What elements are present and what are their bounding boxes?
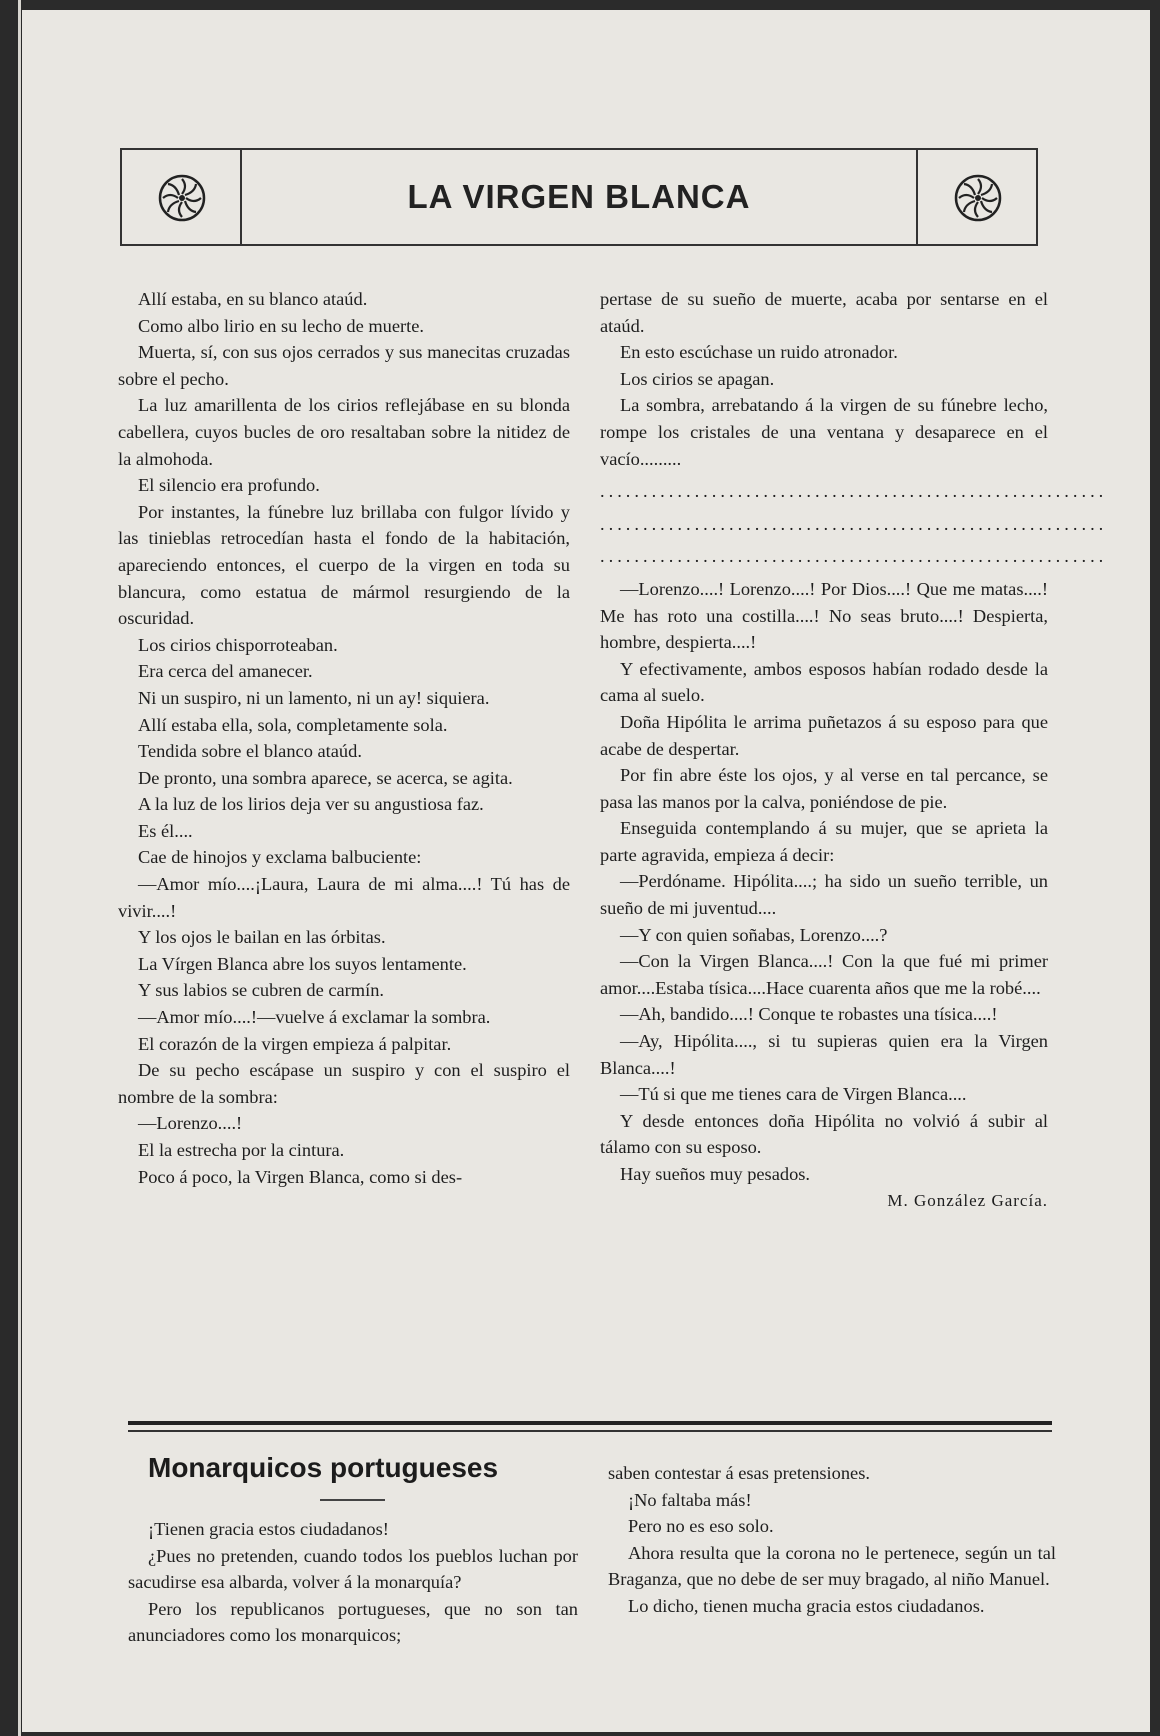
- paragraph: Cae de hinojos y exclama balbuciente:: [138, 847, 422, 868]
- paragraph: —Ay, Hipólita...., si tu supieras quien era la Virgen Blanca....!: [600, 1031, 1048, 1078]
- paragraph: De su pecho escápase un suspiro y con el suspiro el nombre de la sombra:: [118, 1060, 570, 1107]
- paragraph: Muerta, sí, con sus ojos cerrados y sus manecitas cruzadas sobre el pecho.: [118, 342, 570, 389]
- paragraph: ¡Tienen gracia estos ciudadanos!: [148, 1519, 389, 1539]
- article-header-box: [120, 148, 1038, 246]
- section-divider-thick: [128, 1421, 1052, 1425]
- paragraph: ¡No faltaba más!: [628, 1489, 752, 1510]
- paragraph: Los cirios chisporroteaban.: [138, 634, 338, 655]
- paragraph: Era cerca del amanecer.: [138, 661, 313, 682]
- paragraph: —Perdóname. Hipólita....; ha sido un sueño terrible, un sueño de mi juventud....: [600, 871, 1048, 919]
- paragraph: Y efectivamente, ambos esposos habían rodado desde la cama al suelo.: [600, 658, 1048, 706]
- section-column-right: [608, 1460, 1056, 1620]
- header-ornament-right: [916, 150, 1036, 244]
- paragraph: —Lorenzo....!: [138, 1113, 243, 1134]
- paragraph: —Amor mío....¡Laura, Laura de mi alma....! Tú has de vivir....!: [118, 874, 570, 921]
- paragraph: Ahora resulta que la corona no le pertenece, según un tal Braganza, que no debe de ser muy bragado, al niño Manuel.: [608, 1542, 1056, 1590]
- section-divider-thin: [128, 1430, 1052, 1432]
- dotted-separator: ...........................................................: [600, 481, 1108, 502]
- dotted-separator: ...........................................................: [600, 513, 1108, 534]
- paragraph: pertase de su sueño de muerte, acaba por sentarse en el ataúd.: [600, 289, 1048, 336]
- rosette-ornament-icon: [954, 174, 1002, 222]
- paragraph: Tendida sobre el blanco ataúd.: [138, 741, 362, 762]
- paragraph: Y los ojos le bailan en las órbitas.: [138, 927, 386, 948]
- paragraph: Como albo lirio en su lecho de muerte.: [138, 315, 425, 336]
- paragraph: —Lorenzo....! Lorenzo....! Por Dios....! Que me matas....! Me has roto una costilla....! No seas bruto....! Despierta, hombre, despierta....!: [600, 578, 1048, 653]
- paragraph: Doña Hipólita le arrima puñetazos á su esposo para que acabe de despertar.: [600, 711, 1048, 759]
- paragraph: Allí estaba ella, sola, completamente sola.: [138, 714, 448, 735]
- paragraph: Lo dicho, tienen mucha gracia estos ciudadanos.: [628, 1595, 985, 1616]
- paragraph: —Tú si que me tienes cara de Virgen Blanca....: [620, 1084, 967, 1105]
- paragraph: La Vírgen Blanca abre los suyos lentamente.: [138, 953, 467, 974]
- paragraph: Y sus labios se cubren de carmín.: [138, 980, 384, 1001]
- paragraph: El silencio era profundo.: [138, 475, 320, 496]
- paragraph: Y desde entonces doña Hipólita no volvió á subir al tálamo con su esposo.: [600, 1110, 1048, 1158]
- paragraph: La sombra, arrebatando á la virgen de su fúnebre lecho, rompe los cristales de una ventana y desaparece en el vacío.........: [600, 395, 1048, 469]
- paragraph: La luz amarillenta de los cirios reflejábase en su blonda cabellera, cuyos bucles de oro resaltaban sobre la nitidez de la almohoda.: [118, 395, 570, 469]
- section-column-left: [128, 1516, 578, 1649]
- paragraph: saben contestar á esas pretensiones.: [608, 1463, 870, 1483]
- paragraph: El la estrecha por la cintura.: [138, 1140, 345, 1160]
- title-underline: [320, 1499, 385, 1501]
- dotted-separator: ...........................................................: [600, 546, 1108, 567]
- paragraph: Pero no es eso solo.: [628, 1516, 774, 1537]
- paragraph: Hay sueños muy pesados.: [620, 1164, 811, 1184]
- paragraph: Por instantes, la fúnebre luz brillaba con fulgor lívido y las tinieblas retrocedían hasta el fondo de la habitación, apareciendo entonces, el cuerpo de la virgen en toda su blancura, como estatua de mármol resurgiendo de la oscuridad.: [118, 501, 570, 629]
- author-signature: M. González García.: [887, 1190, 1048, 1210]
- binding-edge: [18, 0, 21, 1736]
- paragraph: Allí estaba, en su blanco ataúd.: [138, 289, 368, 309]
- paragraph: Pero los republicanos portugueses, que no son tan anunciadores como los monarquicos;: [128, 1598, 578, 1646]
- article-column-left: [118, 286, 570, 1190]
- header-ornament-left: [122, 150, 242, 244]
- paragraph: —Ah, bandido....! Conque te robastes una tísica....!: [620, 1004, 998, 1025]
- paragraph: El corazón de la virgen empieza á palpitar.: [138, 1033, 452, 1054]
- paragraph: Por fin abre éste los ojos, y al verse en tal percance, se pasa las manos por la calva, poniéndose de pie.: [600, 765, 1048, 812]
- paragraph: —Y con quien soñabas, Lorenzo....?: [620, 924, 888, 945]
- paragraph: Es él....: [138, 820, 193, 841]
- paragraph: Poco á poco, la Virgen Blanca, como si des-: [138, 1166, 463, 1187]
- article-title: LA VIRGEN BLANCA: [407, 178, 751, 215]
- paragraph: —Con la Virgen Blanca....! Con la que fué mi primer amor....Estaba tísica....Hace cuarenta años que me la robé....: [600, 951, 1048, 998]
- paragraph: De pronto, una sombra aparece, se acerca, se agita.: [138, 767, 513, 788]
- paragraph: ¿Pues no pretenden, cuando todos los pueblos luchan por sacudirse esa albarda, volver á la monarquía?: [128, 1545, 578, 1593]
- paragraph: Ni un suspiro, ni un lamento, ni un ay! siquiera.: [138, 687, 490, 708]
- paragraph: —Amor mío....!—vuelve á exclamar la sombra.: [138, 1007, 491, 1028]
- section-title: Monarquicos portugueses: [148, 1452, 499, 1483]
- paragraph: Enseguida contemplando á su mujer, que se aprieta la parte agravida, empieza á decir:: [600, 818, 1048, 865]
- article-column-right: [600, 286, 1108, 1214]
- paragraph: A la luz de los lirios deja ver su angustiosa faz.: [138, 794, 484, 815]
- paragraph: En esto escúchase un ruido atronador.: [620, 342, 898, 363]
- rosette-ornament-icon: [158, 174, 206, 222]
- paragraph: Los cirios se apagan.: [620, 368, 775, 389]
